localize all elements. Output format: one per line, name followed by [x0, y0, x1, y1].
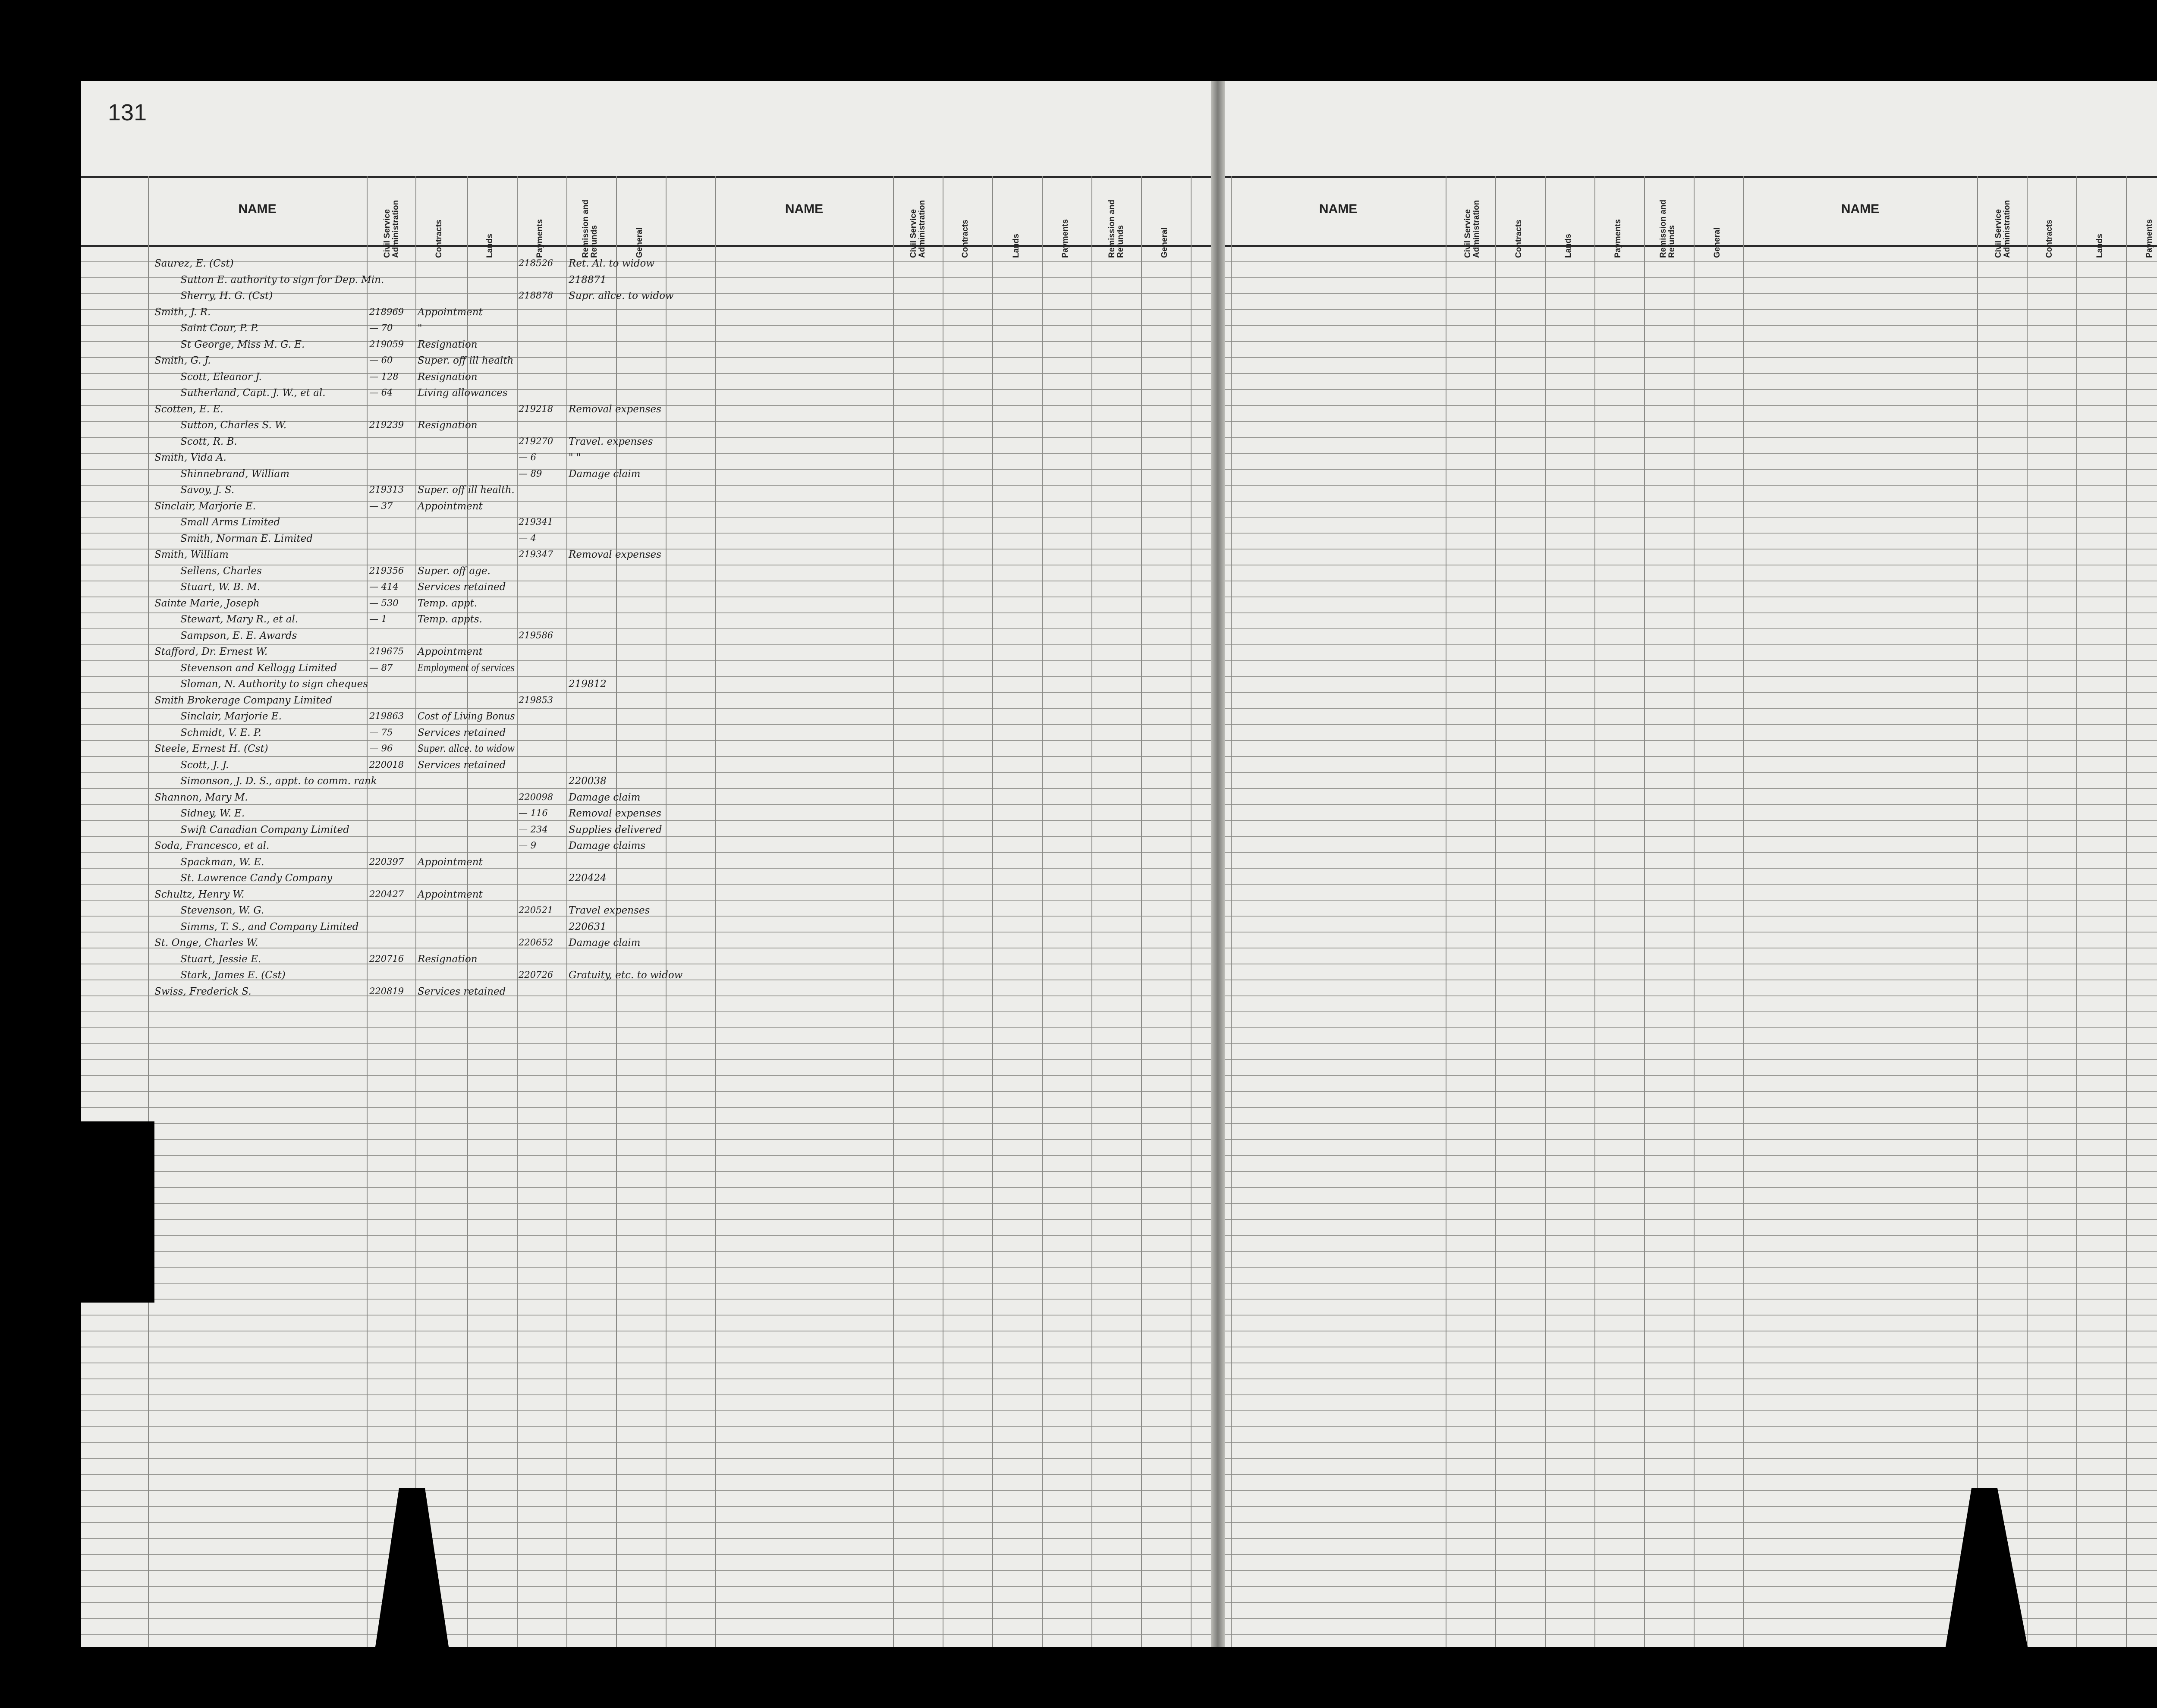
- entry-payment-ref: 219341: [519, 517, 553, 527]
- entry-name: Sutton E. authority to sign for Dep. Min.: [180, 274, 384, 286]
- entry-payment-ref: — 4: [519, 533, 537, 543]
- entry-civil-ref: 219863: [369, 711, 404, 721]
- entry-description: Appointment: [418, 306, 483, 318]
- entry-name: Stevenson, W. G.: [180, 905, 264, 916]
- header-name: NAME: [1319, 202, 1358, 216]
- entry-description: Appointment: [418, 889, 483, 900]
- entry-name: Steele, Ernest H. (Cst): [154, 743, 268, 754]
- entry-general-note: " ": [569, 452, 581, 463]
- header-payments: Payments: [2145, 219, 2154, 258]
- entry-name: Sampson, E. E. Awards: [180, 630, 297, 641]
- entry-civil-ref: 220716: [369, 953, 404, 964]
- entry-name: Shinnebrand, William: [180, 468, 289, 480]
- entry-civil-ref: — 96: [369, 743, 393, 754]
- entry-name: Smith, William: [154, 549, 229, 560]
- entry-civil-ref: — 1: [369, 614, 387, 624]
- entry-description: Super. off ill health: [418, 355, 514, 366]
- entry-general-note: Supplies delivered: [569, 824, 662, 835]
- header-name: NAME: [785, 202, 824, 216]
- entry-name: Spackman, W. E.: [180, 856, 264, 868]
- entry-civil-ref: 218969: [369, 306, 404, 317]
- header-civil-service: Civil Service Administration: [383, 200, 400, 258]
- entry-name: Sutton, Charles S. W.: [180, 420, 287, 431]
- entry-general-note: Travel expenses: [569, 905, 650, 916]
- entry-name: Stafford, Dr. Ernest W.: [154, 646, 268, 657]
- entry-general-note: Damage claim: [569, 937, 641, 948]
- entry-description: Resignation: [418, 371, 478, 383]
- entry-description: Super. allce. to widow: [418, 743, 515, 754]
- header-lands: Lands: [1012, 234, 1021, 258]
- entry-name: Small Arms Limited: [180, 517, 280, 528]
- entry-civil-ref: — 128: [369, 371, 399, 382]
- entry-payment-ref: 220098: [519, 791, 553, 802]
- entry-description: Services retained: [418, 759, 506, 771]
- entry-civil-ref: — 37: [369, 500, 393, 511]
- entry-name: Saint Cour, P. P.: [180, 323, 259, 334]
- header-lands: Lands: [2095, 234, 2104, 258]
- entry-payment-ref: — 116: [519, 808, 548, 818]
- entry-name: Simonson, J. D. S., appt. to comm. rank: [180, 776, 377, 787]
- entry-civil-ref: — 70: [369, 323, 393, 333]
- entry-general-note: 220038: [569, 776, 607, 787]
- entry-general-note: 219812: [569, 678, 607, 690]
- entry-description: Appointment: [418, 856, 483, 868]
- entry-payment-ref: — 6: [519, 452, 537, 462]
- header-contracts: Contracts: [2045, 220, 2054, 258]
- entry-payment-ref: — 234: [519, 824, 548, 835]
- entry-description: Services retained: [418, 986, 506, 997]
- entry-description: Resignation: [418, 953, 478, 965]
- entry-civil-ref: 219313: [369, 484, 404, 495]
- entry-description: Services retained: [418, 581, 506, 593]
- entry-name: Stevenson and Kellogg Limited: [180, 662, 337, 674]
- entry-civil-ref: — 414: [369, 581, 399, 592]
- entry-name: Sutherland, Capt. J. W., et al.: [180, 387, 326, 399]
- entry-name: Scotten, E. E.: [154, 403, 223, 415]
- entry-name: Stark, James E. (Cst): [180, 970, 286, 981]
- entry-name: Sinclair, Marjorie E.: [180, 711, 282, 722]
- entry-description: Living allowances: [418, 387, 508, 399]
- entry-general-note: 218871: [569, 274, 607, 286]
- entry-civil-ref: — 87: [369, 662, 393, 673]
- entry-name: Simms, T. S., and Company Limited: [180, 921, 359, 932]
- header-name: NAME: [1841, 202, 1880, 216]
- entry-name: Stuart, Jessie E.: [180, 953, 261, 965]
- header-payments: Payments: [535, 219, 544, 258]
- entry-description: Temp. appt.: [418, 597, 478, 609]
- entry-civil-ref: — 64: [369, 387, 393, 398]
- entry-civil-ref: 219239: [369, 420, 404, 430]
- entry-general-note: 220424: [569, 873, 607, 884]
- entry-general-note: Damage claims: [569, 840, 646, 851]
- entry-name: Stewart, Mary R., et al.: [180, 614, 299, 625]
- header-civil-service: Civil Service Administration: [1994, 200, 2012, 258]
- entry-civil-ref: — 75: [369, 727, 393, 738]
- entry-description: Super. off ill health.: [418, 484, 515, 496]
- header-general: General: [635, 227, 644, 258]
- entry-description: Temp. appts.: [418, 614, 482, 625]
- entry-name: Smith, Vida A.: [154, 452, 226, 463]
- page-number-left: 131: [108, 100, 147, 126]
- entry-name: Savoy, J. S.: [180, 484, 235, 496]
- entry-description: Resignation: [418, 420, 478, 431]
- entry-payment-ref: — 9: [519, 840, 537, 851]
- entry-name: Stuart, W. B. M.: [180, 581, 261, 593]
- entry-payment-ref: 219270: [519, 436, 553, 446]
- entry-description: Cost of Living Bonus: [418, 711, 515, 722]
- entry-payment-ref: 219347: [519, 549, 553, 559]
- entry-general-note: Removal expenses: [569, 403, 661, 415]
- header-lands: Lands: [1564, 234, 1573, 258]
- header-name: NAME: [238, 202, 277, 216]
- entry-civil-ref: 220427: [369, 889, 404, 899]
- entry-general-note: Damage claim: [569, 791, 641, 803]
- header-payments: Payments: [1613, 219, 1622, 258]
- entry-name: Sinclair, Marjorie E.: [154, 500, 256, 512]
- entry-payment-ref: 220652: [519, 937, 553, 948]
- entry-general-note: Damage claim: [569, 468, 641, 480]
- entry-name: Swift Canadian Company Limited: [180, 824, 349, 835]
- entry-general-note: Supr. allce. to widow: [569, 290, 674, 301]
- entry-civil-ref: 220819: [369, 986, 404, 996]
- entry-general-note: Removal expenses: [569, 549, 661, 560]
- entry-name: Scott, R. B.: [180, 436, 237, 447]
- binding-clip-left: [375, 1488, 449, 1647]
- header-remissions: Remission and Refunds: [581, 199, 599, 258]
- entry-payment-ref: 219218: [519, 403, 553, 414]
- entry-name: Sainte Marie, Joseph: [154, 597, 260, 609]
- header-remissions: Remission and Refunds: [1107, 199, 1125, 258]
- entry-name: Smith, G. J.: [154, 355, 211, 366]
- entry-payment-ref: 219586: [519, 630, 553, 640]
- entry-name: Soda, Francesco, et al.: [154, 840, 270, 851]
- entry-payment-ref: 220726: [519, 970, 553, 980]
- entry-name: St. Onge, Charles W.: [154, 937, 258, 948]
- entry-name: Saurez, E. (Cst): [154, 258, 234, 269]
- entry-name: Schultz, Henry W.: [154, 889, 245, 900]
- entry-general-note: 220631: [569, 921, 607, 932]
- entry-payment-ref: 218526: [519, 258, 553, 268]
- entry-name: Scott, J. J.: [180, 759, 229, 771]
- entry-civil-ref: 220397: [369, 856, 404, 867]
- entry-civil-ref: 219675: [369, 646, 404, 656]
- entry-name: Sidney, W. E.: [180, 808, 245, 819]
- header-general: General: [1713, 227, 1722, 258]
- header-contracts: Contracts: [961, 220, 970, 258]
- entry-name: Sherry, H. G. (Cst): [180, 290, 273, 301]
- entry-description: Appointment: [418, 500, 483, 512]
- entry-name: Smith, J. R.: [154, 306, 211, 318]
- entry-description: Services retained: [418, 727, 506, 738]
- entry-name: St. Lawrence Candy Company: [180, 873, 333, 884]
- entry-name: Sloman, N. Authority to sign cheques: [180, 678, 368, 690]
- entry-description: Resignation: [418, 339, 478, 350]
- entry-name: St George, Miss M. G. E.: [180, 339, 305, 350]
- entry-payment-ref: 220521: [519, 905, 553, 915]
- entry-description: Super. off age.: [418, 565, 491, 577]
- header-civil-service: Civil Service Administration: [1463, 200, 1481, 258]
- header-contracts: Contracts: [1514, 220, 1523, 258]
- header-payments: Payments: [1061, 219, 1070, 258]
- entry-name: Schmidt, V. E. P.: [180, 727, 261, 738]
- entry-description: ": [418, 323, 422, 334]
- header-civil-service: Civil Service Administration: [909, 200, 927, 258]
- entry-description: Employment of services: [418, 662, 515, 674]
- entry-general-note: Travel. expenses: [569, 436, 653, 447]
- entry-payment-ref: 218878: [519, 290, 553, 301]
- entry-payment-ref: 219853: [519, 694, 553, 705]
- entry-general-note: Ret. Al. to widow: [569, 258, 655, 269]
- entry-name: Scott, Eleanor J.: [180, 371, 262, 383]
- entry-civil-ref: — 530: [369, 597, 399, 608]
- entry-civil-ref: 220018: [369, 759, 404, 770]
- entry-civil-ref: 219356: [369, 565, 404, 576]
- entry-general-note: Gratuity, etc. to widow: [569, 970, 683, 981]
- header-lands: Lands: [485, 234, 494, 258]
- binding-clip-right: [1946, 1488, 2028, 1647]
- entry-name: Smith, Norman E. Limited: [180, 533, 313, 544]
- entry-description: Appointment: [418, 646, 483, 657]
- entry-name: Shannon, Mary M.: [154, 791, 248, 803]
- header-remissions: Remission and Refunds: [1659, 199, 1676, 258]
- entry-name: Swiss, Frederick S.: [154, 986, 252, 997]
- entry-civil-ref: — 60: [369, 355, 393, 365]
- entry-civil-ref: 219059: [369, 339, 404, 349]
- entry-payment-ref: — 89: [519, 468, 542, 479]
- header-contracts: Contracts: [434, 220, 443, 258]
- entry-general-note: Removal expenses: [569, 808, 661, 819]
- entry-name: Smith Brokerage Company Limited: [154, 694, 333, 706]
- header-general: General: [1160, 227, 1169, 258]
- entry-name: Sellens, Charles: [180, 565, 262, 577]
